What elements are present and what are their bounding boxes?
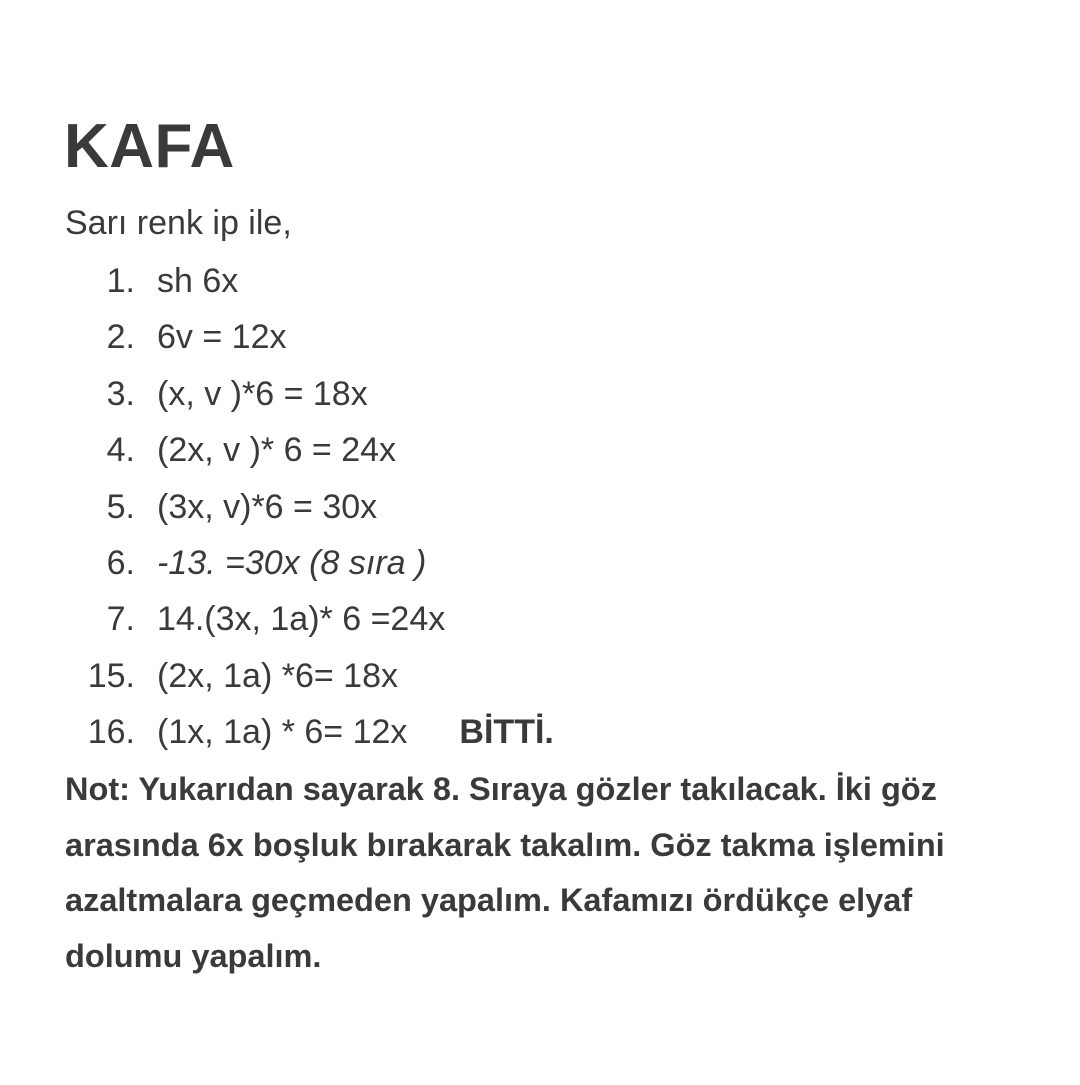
page-title: KAFA: [64, 112, 235, 181]
step-text-wrapper: [157, 704, 554, 760]
step-number: 3.: [106, 374, 135, 413]
step-text: 14.(3x, 1a)* 6 =24x: [157, 600, 446, 639]
step-text: (1x, 1a) * 6= 12x: [157, 713, 408, 752]
step-text: (2x, v )* 6 = 24x: [157, 431, 397, 470]
step-number: 15.: [87, 656, 135, 695]
step-number: 1.: [106, 262, 135, 300]
step-number: 5.: [106, 487, 135, 526]
step-text: -13. =30x (8 sıra ): [157, 543, 427, 582]
step-text: (x, v )*6 = 18x: [157, 374, 368, 413]
step-text: sh 6x: [157, 262, 239, 300]
step-text: (3x, v)*6 = 30x: [157, 487, 378, 526]
step-text: 6v = 12x: [157, 318, 287, 357]
step-number: 16.: [87, 713, 135, 752]
finished-label: BİTTİ.: [459, 713, 554, 752]
step-number: 6.: [106, 543, 135, 582]
step-text: (2x, 1a) *6= 18x: [157, 656, 398, 695]
step-number: 4.: [106, 431, 135, 470]
note-paragraph: Not: Yukarıdan sayarak 8. Sıraya gözler takılacak. İki göz arasında 6x boşluk bırakarak takalım. Göz takma işlemini azaltmalara geçmeden yapalım. Kafamızı ördükçe elyaf dolumu yapalım.: [65, 771, 945, 974]
step-number: 7.: [106, 600, 135, 639]
intro-text: Sarı renk ip ile,: [65, 204, 292, 242]
step-number: 2.: [106, 318, 135, 357]
